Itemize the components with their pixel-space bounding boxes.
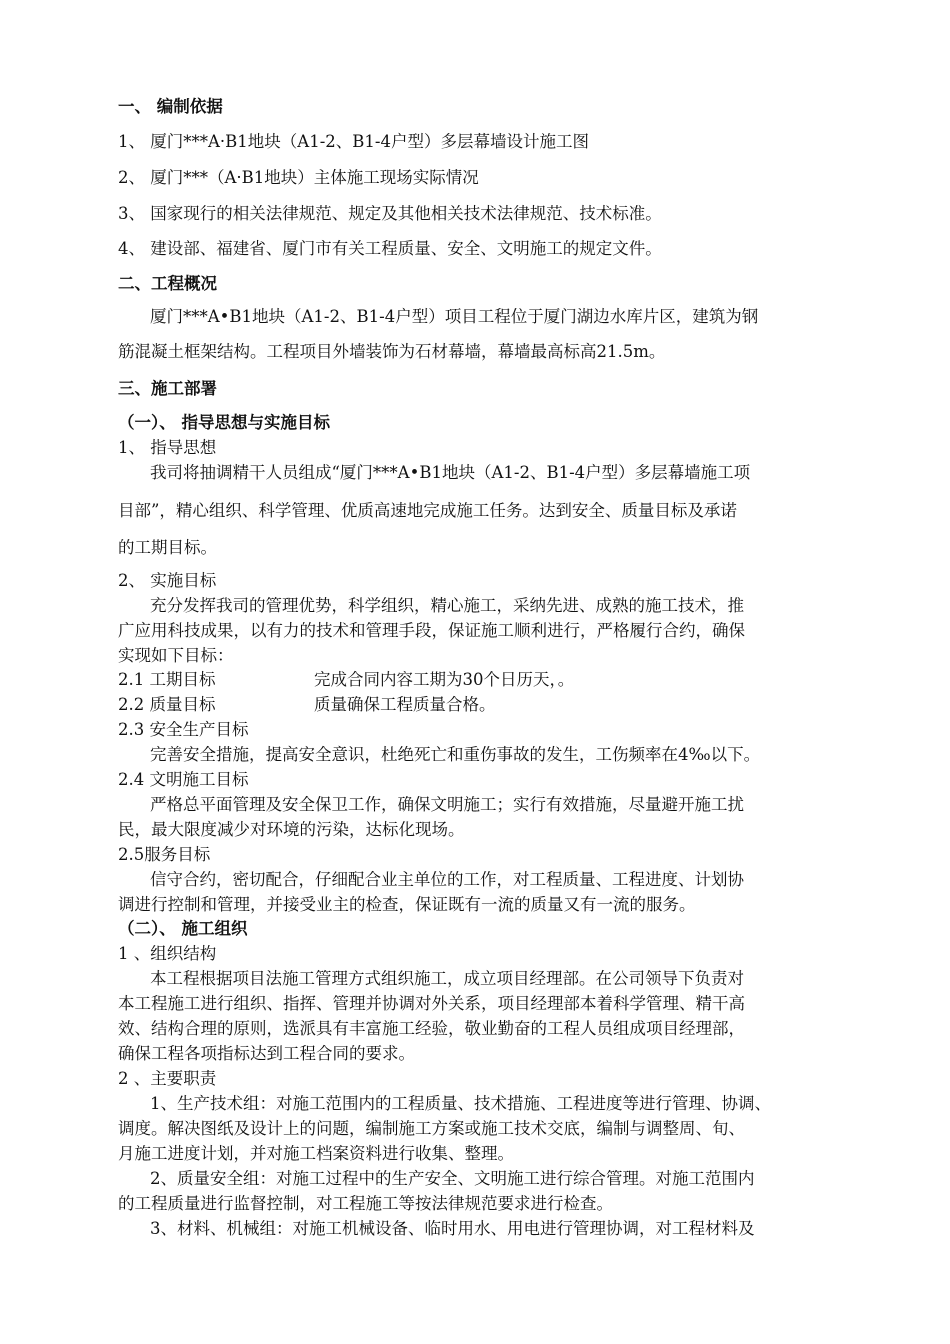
duties-title: 2 、主要职责 [118, 1069, 217, 1088]
target-service-line-2: 调进行控制和管理，并接受业主的检查，保证既有一流的质量又有一流的服务。 [118, 895, 696, 914]
org-structure-line-1: 本工程根据项目法施工管理方式组织施工，成立项目经理部。在公司领导下负责对 [150, 969, 744, 988]
target-schedule-value: 完成合同内容工期为30个日历天，。 [314, 670, 575, 689]
duty-2-line-1: 2、质量安全组：对施工过程中的生产安全、文明施工进行综合管理。对施工范围内 [150, 1169, 755, 1188]
basis-item-4: 4、 建设部、福建省、厦门市有关工程质量、安全、文明施工的规定文件。 [118, 239, 662, 258]
overview-line-2: 筋混凝土框架结构。工程项目外墙装饰为石材幕墙，幕墙最高标高21.5m。 [118, 342, 666, 361]
guideline-line-1: 我司将抽调精干人员组成“厦门***A•B1地块（A1-2、B1-4户型）多层幕墙施工项 [150, 463, 751, 482]
guideline-title: 1、 指导思想 [118, 438, 217, 457]
org-structure-line-4: 确保工程各项指标达到工程合同的要求。 [118, 1044, 415, 1063]
org-structure-line-2: 本工程施工进行组织、指挥、管理并协调对外关系，项目经理部本着科学管理、精干高 [118, 994, 745, 1013]
section-3-heading: 三、施工部署 [118, 379, 217, 398]
org-structure-title: 1 、组织结构 [118, 944, 217, 963]
org-structure-line-3: 效、结构合理的原则，选派具有丰富施工经验，敬业勤奋的工程人员组成项目经理部， [118, 1019, 745, 1038]
guideline-line-2: 目部”，精心组织、科学管理、优质高速地完成施工任务。达到安全、质量目标及承诺 [118, 501, 737, 520]
target-service-label: 2.5服务目标 [118, 845, 211, 864]
basis-item-3: 3、 国家现行的相关法律规范、规定及其他相关技术法律规范、技术标准。 [118, 204, 662, 223]
subsection-1-heading: （一）、 指导思想与实施目标 [118, 413, 330, 432]
target-safety-text: 完善安全措施，提高安全意识，杜绝死亡和重伤事故的发生，工伤频率在4‰以下。 [150, 745, 761, 764]
section-2-heading: 二、工程概况 [118, 274, 217, 293]
duty-1-line-1: 1、生产技术组：对施工范围内的工程质量、技术措施、工程进度等进行管理、协调、 [150, 1094, 771, 1113]
overview-line-1: 厦门***A•B1地块（A1-2、B1-4户型）项目工程位于厦门湖边水库片区，建筑为钢 [150, 307, 759, 326]
guideline-line-3: 的工期目标。 [118, 538, 217, 557]
duty-1-line-3: 月施工进度计划，并对施工档案资料进行收集、整理。 [118, 1144, 514, 1163]
goal-line-1: 充分发挥我司的管理优势，科学组织，精心施工，采纳先进、成熟的施工技术，推 [150, 596, 744, 615]
basis-item-1: 1、 厦门***A·B1地块（A1-2、B1-4户型）多层幕墙设计施工图 [118, 132, 589, 151]
basis-item-2: 2、 厦门***（A·B1地块）主体施工现场实际情况 [118, 168, 479, 187]
goal-line-3: 实现如下目标： [118, 646, 234, 665]
subsection-2-heading: （二）、 施工组织 [118, 919, 248, 938]
duty-1-line-2: 调度。解决图纸及设计上的问题，编制施工方案或施工技术交底，编制与调整周、旬、 [118, 1119, 745, 1138]
goal-title: 2、 实施目标 [118, 571, 217, 590]
duty-3-line-1: 3、材料、机械组：对施工机械设备、临时用水、用电进行管理协调，对工程材料及 [150, 1219, 755, 1238]
target-civilized-line-2: 民，最大限度减少对环境的污染，达标化现场。 [118, 820, 465, 839]
duty-2-line-2: 的工程质量进行监督控制，对工程施工等按法律规范要求进行检查。 [118, 1194, 613, 1213]
goal-line-2: 广应用科技成果，以有力的技术和管理手段，保证施工顺利进行，严格履行合约，确保 [118, 621, 745, 640]
target-quality-value: 质量确保工程质量合格。 [314, 695, 496, 714]
target-civilized-label: 2.4 文明施工目标 [118, 770, 249, 789]
target-service-line-1: 信守合约，密切配合，仔细配合业主单位的工作，对工程质量、工程进度、计划协 [150, 870, 744, 889]
target-civilized-line-1: 严格总平面管理及安全保卫工作，确保文明施工；实行有效措施，尽量避开施工扰 [150, 795, 744, 814]
target-quality-label: 2.2 质量目标 [118, 695, 216, 714]
target-safety-label: 2.3 安全生产目标 [118, 720, 249, 739]
section-1-heading: 一、 编制依据 [118, 97, 223, 116]
target-schedule-label: 2.1 工期目标 [118, 670, 216, 689]
